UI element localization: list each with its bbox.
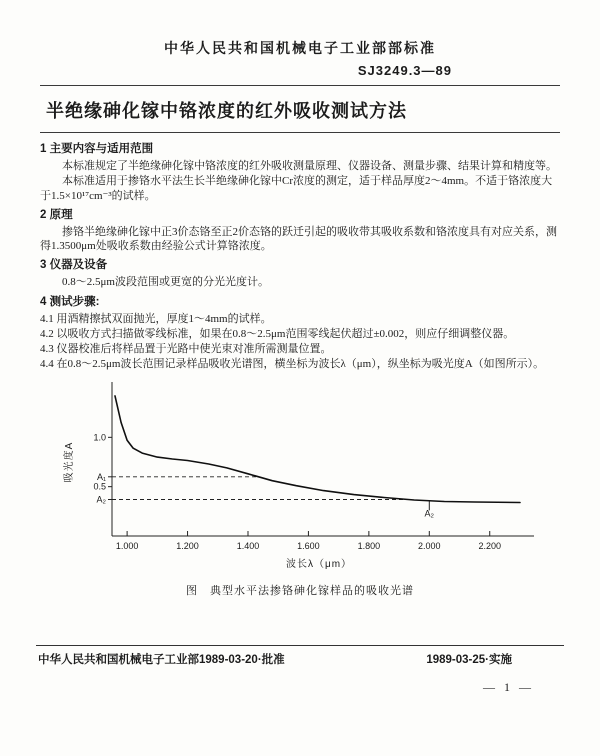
paragraph: 本标准适用于掺铬水平法生长半绝缘砷化镓中Cr浓度的测定，适于样品厚度2～4mm。不适于铬浓度大于1.5×10¹⁷cm⁻³的试样。	[40, 175, 553, 202]
svg-text:0.5: 0.5	[93, 481, 106, 492]
svg-text:1.000: 1.000	[115, 540, 139, 551]
document-body	[40, 142, 560, 372]
paragraph: 0.8～2.5μm波段范围或更宽的分光光度计。	[62, 276, 269, 289]
standard-org-title: 中华人民共和国机械电子工业部部标准	[164, 40, 436, 56]
figure-caption: 图 典型水平法掺铬砷化镓样品的吸收光谱	[186, 584, 414, 597]
procedure-step: 4.1 用酒精擦拭双面抛光，厚度1～4mm的试样。	[40, 312, 272, 325]
implementation-note: 1989-03-25·实施	[426, 654, 512, 666]
paragraph: 本标准规定了半绝缘砷化镓中铬浓度的红外吸收测量原理、仪器设备、测量步骤、结果计算和精度等。	[62, 159, 557, 172]
svg-text:1.0: 1.0	[93, 432, 106, 443]
section-procedure	[40, 295, 560, 372]
section-equipment	[40, 258, 560, 289]
section-scope	[40, 142, 560, 203]
svg-text:A₁: A₁	[96, 471, 106, 482]
svg-text:1.800: 1.800	[357, 540, 381, 551]
document-title: 半绝缘砷化镓中铬浓度的红外吸收测试方法	[46, 101, 407, 121]
paragraph: 掺铬半绝缘砷化镓中正3价态铬至正2价态铬的跃迁引起的吸收带其吸收系数和铬浓度具有对应关系，测得1.3500μm处吸收系数由经验公式计算铬浓度。	[40, 225, 557, 253]
procedure-step: 4.2 以吸收方式扫描做零线标准，如果在0.8～2.5μm范围零线起伏超过±0.002，则应仔细调整仪器。	[40, 327, 515, 340]
section-heading: 3 仪器及设备	[40, 259, 108, 272]
svg-text:2.000: 2.000	[418, 540, 441, 551]
section-heading: 4 测试步骤:	[40, 295, 100, 308]
absorption-spectrum-figure	[40, 378, 560, 598]
title-rule	[40, 132, 560, 133]
section-heading: 1 主要内容与适用范围	[40, 143, 154, 155]
absorption-spectrum-chart	[56, 378, 544, 576]
svg-text:2.200: 2.200	[478, 540, 502, 551]
page-number: — 1 —	[483, 680, 534, 694]
header-rule	[40, 85, 560, 86]
footer-rule	[36, 645, 564, 646]
svg-text:1.200: 1.200	[176, 540, 199, 551]
section-heading: 2 原理	[40, 208, 73, 221]
svg-text:A₂: A₂	[424, 507, 435, 518]
svg-text:1.600: 1.600	[297, 540, 320, 551]
procedure-step: 4.3 仪器校准后将样品置于光路中使光束对准所需测量位置。	[40, 343, 332, 356]
svg-text:吸光度A: 吸光度A	[64, 441, 75, 483]
approval-note: 中华人民共和国机械电子工业部1989-03-20·批准	[38, 654, 285, 666]
svg-text:波长λ（μm）: 波长λ（μm）	[285, 558, 353, 570]
svg-text:1.400: 1.400	[236, 540, 260, 551]
svg-text:A₂: A₂	[96, 494, 106, 505]
document-header	[40, 38, 560, 78]
section-principle	[40, 208, 560, 254]
document-footer	[38, 651, 562, 667]
standard-number: SJ3249.3—89	[357, 63, 452, 78]
procedure-step: 4.4 在0.8～2.5μm波长范围记录样品吸收光谱图，横坐标为波长λ（μm），纵坐标为吸光度A（如图所示）。	[40, 358, 545, 371]
